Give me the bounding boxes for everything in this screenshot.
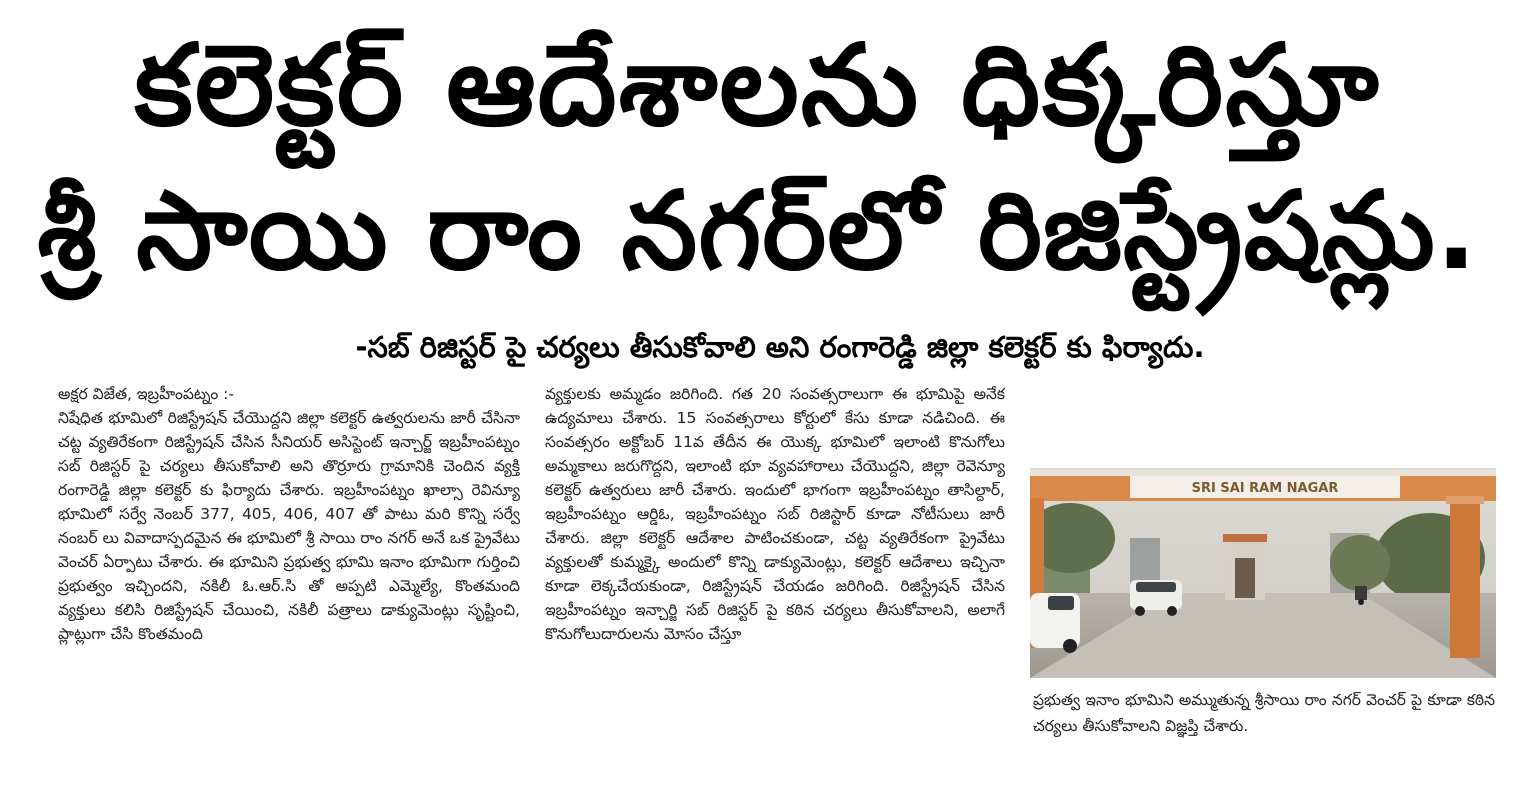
venture-gate-photo (1030, 468, 1496, 678)
subheadline: -సబ్ రిజిస్టర్ పై చర్యలు తీసుకోవాలి అని రంగారెడ్డి జిల్లా కలెక్టర్ కు ఫిర్యాదు. (355, 330, 1205, 364)
article-column-1 (58, 382, 520, 778)
headline-line-1: కలెక్టర్ ఆదేశాలను ధిక్కరిస్తూ (134, 21, 1381, 151)
column-1-body: నిషేధిత భూమిలో రిజిస్ట్రేషన్ చేయొద్దని జిల్లా కలెక్టర్ ఉత్వరులను జారీ చేసినా చట్ట వ్యతిరేకంగా రిజిస్ట్రేషన్ చేసిన సీనియర్ అసిస్టెంట్ ఇన్చార్జ్ ఇబ్రహీంపట్నం సబ్ రిజిస్టర్ పై చర్యలు తీసుకోవాలి అని తొర్రూరు గ్రామానికి చెందిన వ్యక్తి రంగారెడ్డి జిల్లా కలెక్టర్ కు ఫిర్యాదు చేశారు. ఇబ్రహీంపట్నం ఖాల్సా రెవిన్యూ భూమిలో సర్వే నెంబర్ 377, 405, 406, 407 తో పాటు మరి కొన్ని సర్వే నంబర్ లు వివాదాస్పదమైన ఈ భూమిలో శ్రీ సాయి రాం నగర్ అనే ఒక ప్రైవేటు వెంచర్ ఏర్పాటు చేశారు. ఈ భూమిని ప్రభుత్వ భూమి ఇనాం భూమిగా గుర్తించి ప్రభుత్వం ఇచ్చిందని, నకిలీ ఓ.ఆర్.సి తో అప్పటి ఎమ్మెల్యే, కొంతమంది వ్యక్తులు కలిసి రిజిస్ట్రేషన్ చేయించి, నకిలీ పత్రాలు డాక్యుమెంట్లు సృష్టించి, ప్లాట్లుగా చేసి కొంతమంది (58, 409, 520, 643)
gate-sign-text: SRI SAI RAM NAGAR (1191, 481, 1339, 496)
column-2-body: వ్యక్తులకు అమ్మడం జరిగింది. గత 20 సంవత్సరాలుగా ఈ భూమిపై అనేక ఉద్యమాలు చేశారు. 15 సంవత్సరాలు కోర్టులో కేసు కూడా నడిచింది. ఈ సంవత్సరం అక్టోబర్ 11వ తేదీన ఈ యొక్క భూమిలో ఇలాంటి కొనుగోలు అమ్మకాలు జరుగొద్దని, ఇలాంటి భూ వ్యవహారాలు చేయొద్దని, జిల్లా రెవెన్యూ కలెక్టర్ ఉత్వరులు జారీ చేశారు. ఇందులో భాగంగా ఇబ్రహీంపట్నం తాసిల్దార్, ఇబ్రహీంపట్నం ఆర్డిఓ, ఇబ్రహీంపట్నం సబ్ రిజిస్టార్ కూడా నోటీసులు జారీ చేశారు. జిల్లా కలెక్టర్ ఆదేశాల పాటించకుండా, చట్ట వ్యతిరేకంగా ప్రైవేటు వ్యక్తులతో కుమ్మక్కై అందులో కొన్ని డాక్యుమెంట్లు, కలెక్టర్ ఆదేశాలు ఇచ్చినా కూడా లెక్కచేయకుండా, రిజిస్ట్రేషన్ చేయడం జరిగింది. రిజిస్ట్రేషన్ చేసిన ఇబ్రహీంపట్నం ఇన్చార్జి సబ్ రిజిస్టర్ పై కఠిన చర్యలు తీసుకోవాలని, అలాగే కొనుగోలుదారులను మోసం చేస్తూ (545, 385, 1005, 643)
headline-line-2: శ్రీ సాయి రాం నగర్‌లో రిజిస్ట్రేషన్లు. (37, 169, 1478, 294)
dateline: అక్షర విజేత, ఇబ్రహీంపట్నం :- (58, 385, 234, 403)
article-column-2 (545, 382, 1005, 778)
photo-caption: ప్రభుత్వ ఇనాం భూమిని అమ్ముతున్న శ్రీసాయి రాం నగర్ వెంచర్ పై కూడా కఠిన చర్యలు తీసుకోవాలని విజ్ఞప్తి చేశారు. (1033, 691, 1495, 735)
